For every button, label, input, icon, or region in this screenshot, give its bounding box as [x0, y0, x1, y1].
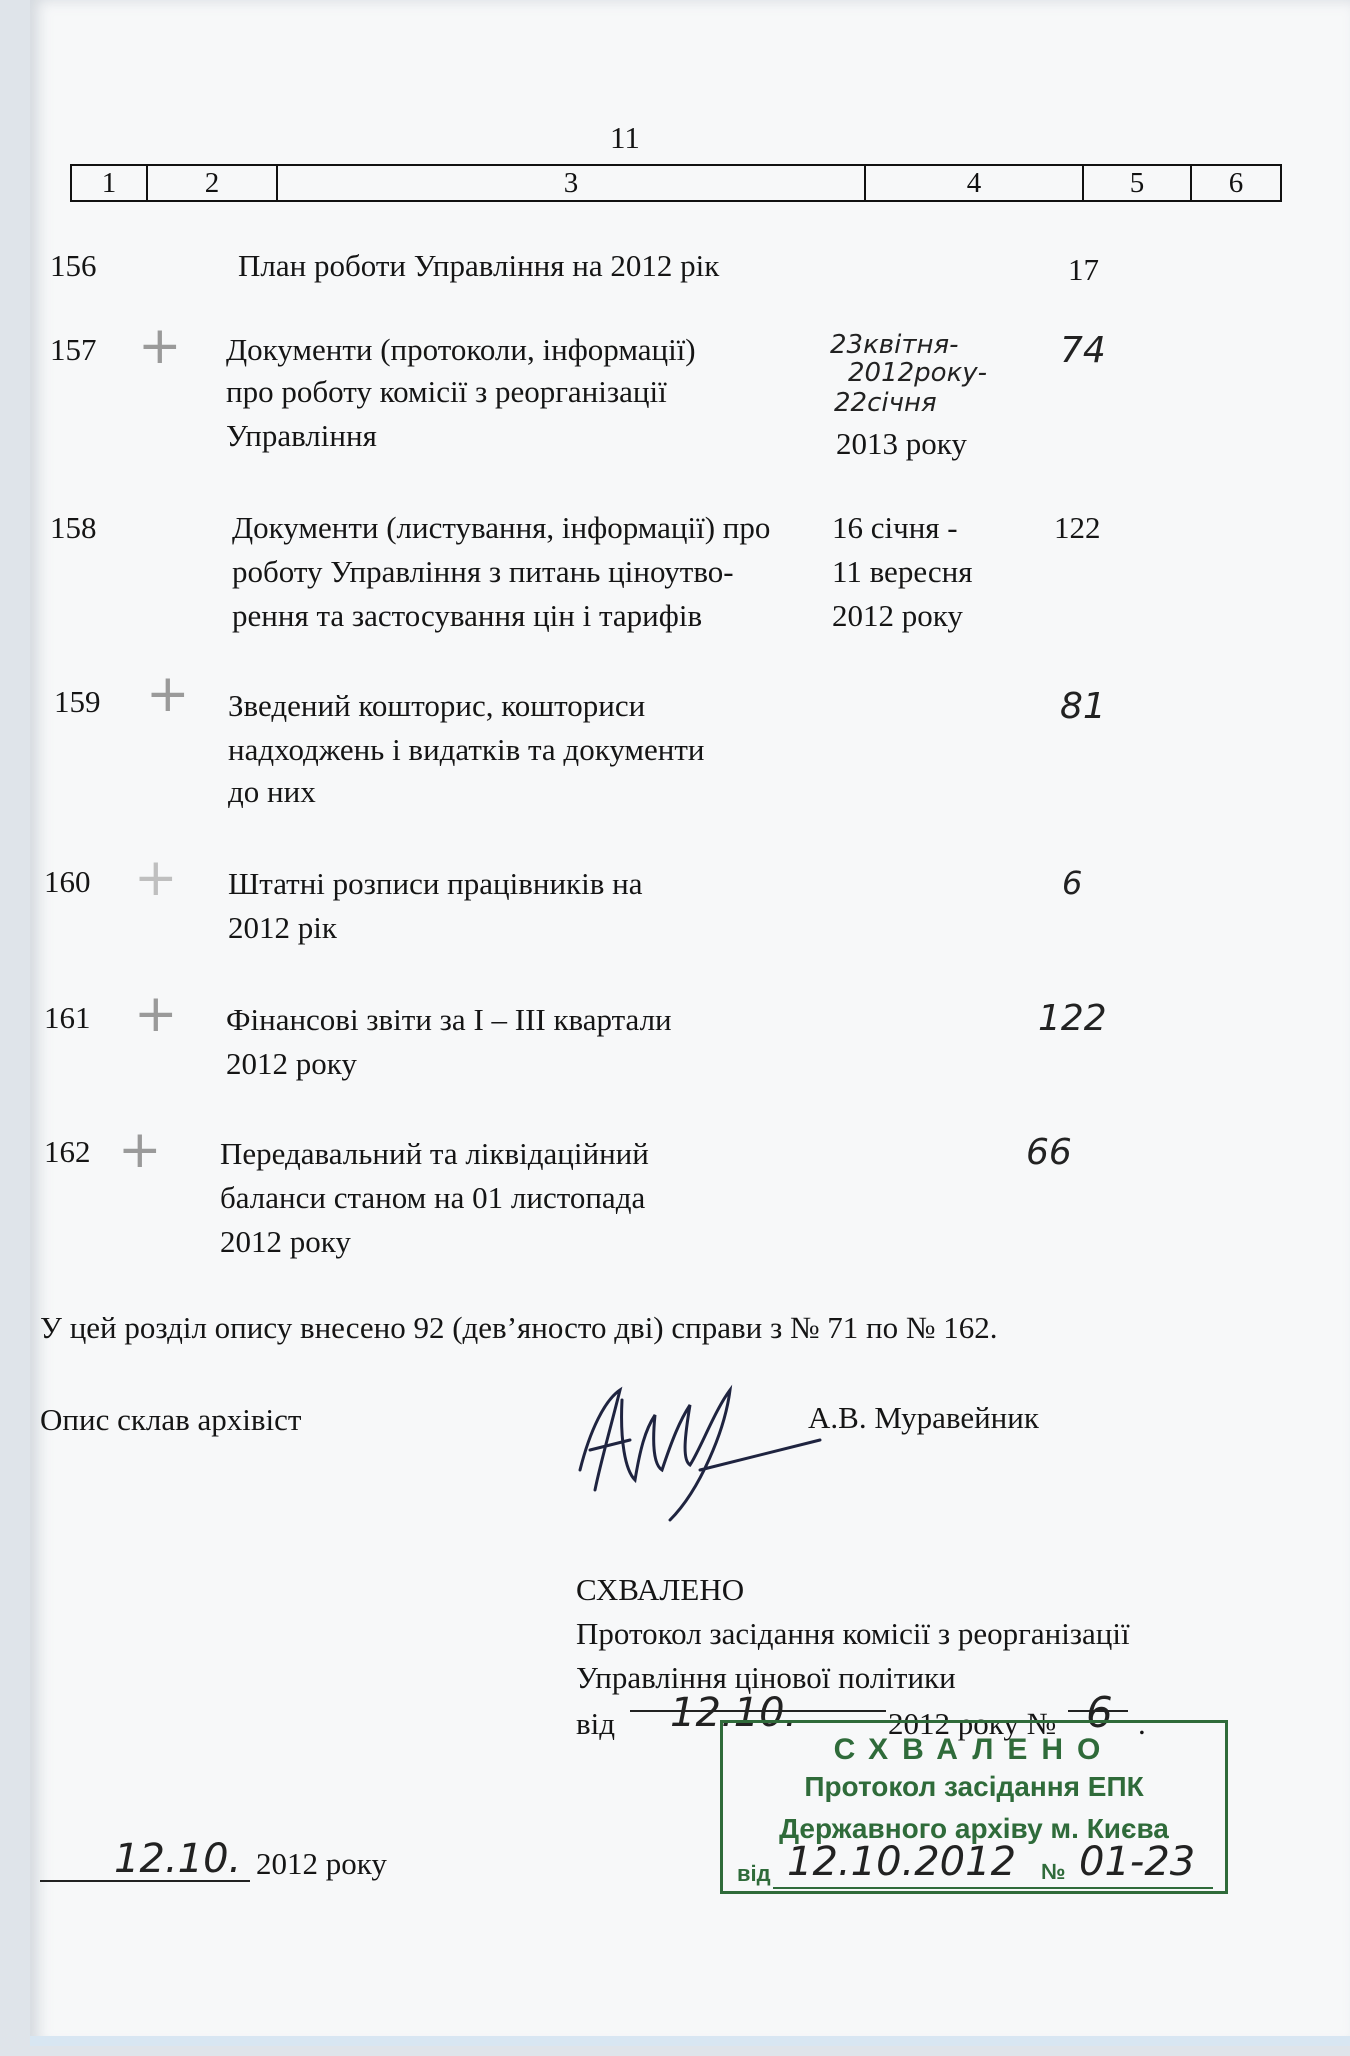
bottom-date-handwritten: 12.10.: [114, 1836, 242, 1882]
row-number: 161: [44, 1000, 91, 1035]
column-header-table: [70, 164, 1282, 202]
row-sheets: 17: [1068, 252, 1099, 287]
row-date-handwritten: 23квітня-: [830, 330, 959, 360]
row-title-line: рення та застосування цін і тарифів: [232, 598, 703, 633]
column-3: 3: [277, 165, 865, 201]
approval-title: СХВАЛЕНО: [576, 1572, 745, 1607]
row-title-line: Передавальний та ліквідаційний: [220, 1136, 649, 1171]
row-title-line: Зведений кошторис, кошториси: [228, 688, 646, 723]
column-6: 6: [1191, 165, 1281, 201]
row-sheets-handwritten: 6: [1062, 864, 1083, 902]
pencil-tick-icon: +: [146, 664, 190, 724]
approval-stamp: [720, 1720, 1228, 1894]
column-4: 4: [865, 165, 1083, 201]
row-date: 2013 року: [836, 426, 967, 461]
stamp-title: СХВАЛЕНО: [833, 1733, 1115, 1766]
approval-line-2: Управління цінової політики: [576, 1660, 956, 1695]
pencil-tick-icon: +: [138, 316, 182, 376]
column-1: 1: [71, 165, 147, 201]
compiler-label: Опис склав архівіст: [40, 1402, 302, 1437]
row-sheets-handwritten: 122: [1038, 998, 1107, 1039]
signature: [550, 1370, 840, 1540]
row-title-line: про роботу комісії з реорганізації: [226, 374, 667, 409]
row-title-line: Документи (протоколи, інформації): [226, 332, 696, 367]
row-number: 159: [54, 684, 101, 719]
row-number: 158: [50, 510, 97, 545]
row-title-line: баланси станом на 01 листопада: [220, 1180, 646, 1215]
stamp-number-handwritten: 01-23: [1079, 1839, 1196, 1885]
row-sheets-handwritten: 74: [1060, 330, 1106, 371]
row-number: 156: [50, 248, 97, 283]
stamp-number-sign: №: [1041, 1859, 1066, 1884]
row-number: 162: [44, 1134, 91, 1169]
bottom-date-year: 2012 року: [256, 1846, 387, 1881]
row-title-line: Документи (листування, інформації) про: [232, 510, 771, 545]
row-title-line: до них: [228, 774, 316, 809]
page-number: 11: [610, 120, 640, 155]
row-title-line: 2012 року: [220, 1224, 351, 1259]
approval-number-handwritten: 6: [1086, 1688, 1113, 1737]
row-date-handwritten: 2012року-: [848, 358, 988, 388]
summary-text: У цей розділ опису внесено 92 (дев’яносто дві) справи з № 71 по № 162.: [40, 1310, 998, 1345]
row-title-line: роботу Управління з питань ціноутво-: [232, 554, 734, 589]
approval-dot: .: [1138, 1706, 1146, 1741]
row-title-line: 2012 року: [226, 1046, 357, 1081]
row-title-line: 2012 рік: [228, 910, 337, 945]
row-date: 16 січня -: [832, 510, 958, 545]
stamp-vid: від: [737, 1861, 771, 1886]
row-date-handwritten: 22січня: [834, 388, 937, 418]
pencil-tick-icon: +: [134, 848, 178, 908]
approval-line-1: Протокол засідання комісії з реорганізації: [576, 1616, 1130, 1651]
row-title-line: надходжень і видатків та документи: [228, 732, 705, 767]
scan-edge: [30, 2036, 1350, 2046]
stamp-date-handwritten: 12.10.2012: [787, 1839, 1017, 1885]
row-date: 2012 року: [832, 598, 963, 633]
row-number: 160: [44, 864, 91, 899]
row-number: 157: [50, 332, 97, 367]
document-page: [30, 0, 1350, 2046]
pencil-tick-icon: +: [118, 1120, 162, 1180]
row-date: 11 вересня: [832, 554, 973, 589]
column-5: 5: [1083, 165, 1191, 201]
pencil-tick-icon: +: [134, 984, 178, 1044]
column-2: 2: [147, 165, 277, 201]
row-title-line: Штатні розписи працівників на: [228, 866, 643, 901]
approval-vid: від: [576, 1706, 616, 1741]
approval-date-handwritten: 12.10.: [670, 1690, 798, 1736]
row-title-line: Управління: [226, 418, 377, 453]
compiler-name: А.В. Муравейник: [808, 1400, 1039, 1435]
stamp-line-1: Протокол засідання ЕПК: [804, 1771, 1144, 1802]
row-sheets-handwritten: 81: [1060, 686, 1106, 727]
row-sheets: 122: [1054, 510, 1101, 545]
row-sheets-handwritten: 66: [1026, 1132, 1072, 1173]
row-title-line: Фінансові звіти за І – ІІІ квартали: [226, 1002, 672, 1037]
stamp-line-2: Державного архіву м. Києва: [779, 1813, 1169, 1844]
stamp-underline: [773, 1887, 1213, 1889]
approval-year: 2012 року №: [888, 1706, 1057, 1741]
row-title: План роботи Управління на 2012 рік: [238, 248, 720, 283]
